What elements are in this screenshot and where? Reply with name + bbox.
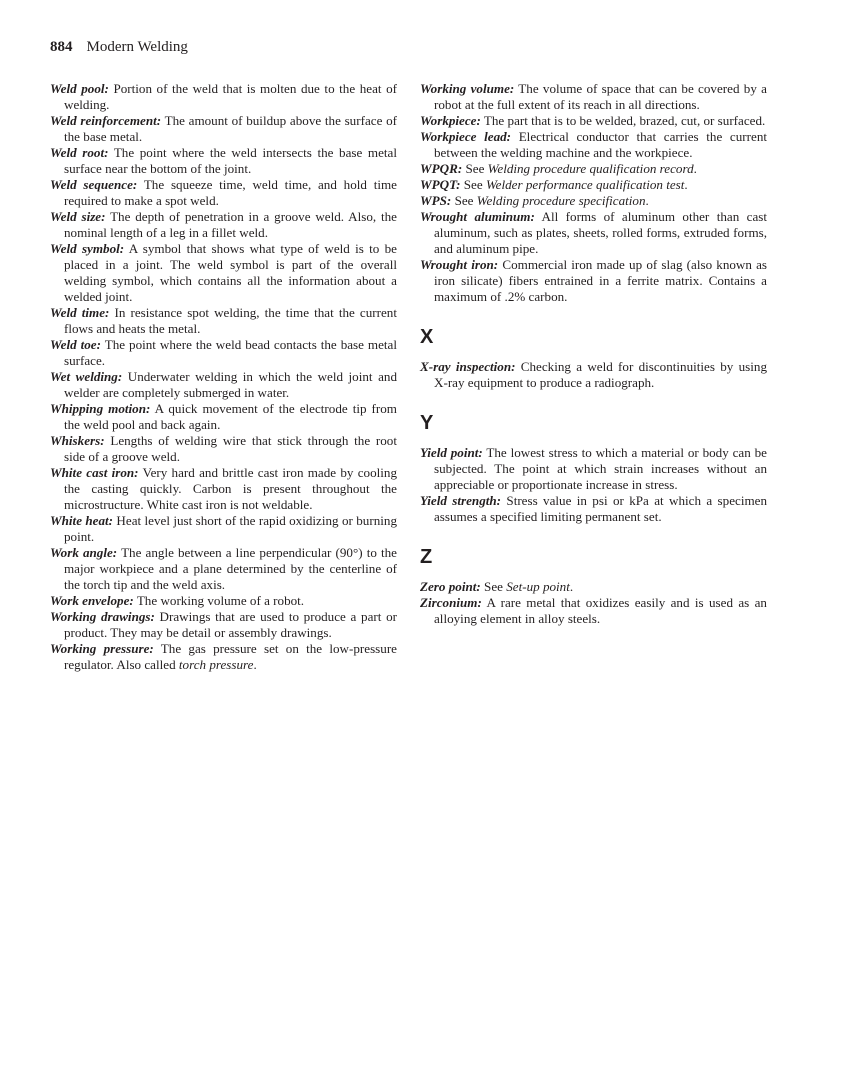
glossary-term: Whipping motion: [50,401,151,416]
glossary-definition: In resistance spot welding, the time that the current flows and heats the metal. [64,305,397,336]
glossary-term: Weld size: [50,209,106,224]
glossary-entry [420,81,767,113]
glossary-definition: Heat level just short of the rapid oxidizing or burning point. [64,513,397,544]
glossary-definition: A rare metal that oxidizes easily and is used as an alloying element in alloy steels. [434,595,767,626]
cross-reference: Welding procedure specification [476,193,646,208]
glossary-term: Wet welding: [50,369,123,384]
glossary-term: Weld reinforcement: [50,113,162,128]
glossary-term: Weld pool: [50,81,109,96]
glossary-column-left [50,81,397,673]
glossary-term: Zero point: [420,579,481,594]
glossary-definition: The working volume of a robot. [136,593,305,608]
glossary-entry [50,177,397,209]
glossary-term: Weld time: [50,305,110,320]
section-letter: Y [420,412,434,434]
glossary-definition: Lengths of welding wire that stick through the root side of a groove weld. [64,433,397,464]
glossary-definition: The depth of penetration in a groove weld. Also, the nominal length of a leg in a fillet weld. [64,209,397,240]
book-title: Modern Welding [86,39,188,55]
glossary-term: Weld toe: [50,337,101,352]
glossary-term: Wrought aluminum: [420,209,535,224]
glossary-definition: A quick movement of the electrode tip from the weld pool and back again. [64,401,397,432]
glossary-entry [50,609,397,641]
glossary-entry [50,305,397,337]
glossary-definition: Electrical conductor that carries the current between the welding machine and the workpiece. [434,129,768,160]
glossary-definition: Checking a weld for discontinuities by using X-ray equipment to produce a radiograph. [434,359,767,390]
glossary-entry [50,369,397,401]
glossary-entry [420,579,767,595]
glossary-entry [420,177,767,193]
glossary-term: Working volume: [420,81,515,96]
definition-end: . [693,161,697,176]
glossary-term: Weld symbol: [50,241,125,256]
glossary-term: WPS: [420,193,452,208]
glossary-entry [50,593,397,609]
glossary-entry [50,513,397,545]
glossary-term: White cast iron: [50,465,139,480]
glossary-entry [50,641,397,673]
glossary-entry [420,209,767,257]
glossary-definition: All forms of aluminum other than cast aluminum, such as plates, sheets, rolled forms, extruded forms, and aluminum pipe. [434,209,767,256]
glossary-definition: See [454,193,477,208]
glossary-term: Working drawings: [50,609,155,624]
glossary-definition: The angle between a line perpendicular (90°) to the major workpiece and a plane determined by the centerline of the torch tip and the weld axis. [64,545,397,592]
glossary-definition: The squeeze time, weld time, and hold time required to make a spot weld. [64,177,397,208]
glossary-entry [50,401,397,433]
glossary-definition: See [465,161,488,176]
glossary-entry [50,465,397,513]
glossary-term: Workpiece lead: [420,129,512,144]
glossary-term: Weld sequence: [50,177,138,192]
glossary-definition: The volume of space that can be covered by a robot at the full extent of its reach in all directions. [434,81,767,112]
cross-reference: torch pressure [178,657,254,672]
glossary-definition: The part that is to be welded, brazed, cut, or surfaced. [483,113,766,128]
glossary-definition: The amount of buildup above the surface of the base metal. [64,113,397,144]
cross-reference: Welding procedure qualification record [487,161,694,176]
glossary-entry [50,209,397,241]
page-number: 884 [50,39,73,55]
glossary-entry [50,337,397,369]
definition-end: . [569,579,574,594]
glossary-definition: The lowest stress to which a material or body can be subjected. The point at which strain increases without an appreciable or proportionate increase in stress. [434,445,767,492]
glossary-entry [50,81,397,113]
cross-reference: Set-up point [506,579,570,594]
glossary-term: Working pressure: [50,641,154,656]
glossary-definition: The gas pressure set on the low-pressure regulator. Also called [64,641,397,672]
glossary-term: WPQT: [420,177,461,192]
glossary-term: Work angle: [50,545,118,560]
glossary-entry [420,595,767,627]
glossary-definition: Drawings that are used to produce a part or product. They may be detail or assembly drawings. [64,609,397,640]
glossary-term: WPQR: [420,161,463,176]
glossary-term: Wrought iron: [420,257,499,272]
glossary-entry [420,161,767,177]
running-header [50,39,188,56]
glossary-entry [420,445,767,493]
glossary-term: Workpiece: [420,113,481,128]
glossary-definition: Underwater welding in which the weld joint and welder are completely submerged in water. [64,369,397,400]
glossary-entry [50,433,397,465]
section-letter: X [420,326,434,348]
glossary-term: Work envelope: [50,593,134,608]
glossary-term: White heat: [50,513,114,528]
glossary-column-right [420,81,767,627]
definition-end: . [645,193,649,208]
glossary-definition: The point where the weld bead contacts the base metal surface. [64,337,397,368]
section-letter: Z [420,546,433,568]
glossary-definition: Very hard and brittle cast iron made by cooling the casting quickly. Carbon is present throughout the microstructure. White cast iron is not weldable. [64,465,397,512]
glossary-entry [50,113,397,145]
glossary-term: X-ray inspection: [420,359,516,374]
glossary-term: Yield point: [420,445,483,460]
glossary-term: Whiskers: [50,433,105,448]
glossary-entry [50,241,397,305]
definition-end: . [253,657,257,672]
definition-end: . [684,177,688,192]
glossary-entry [420,129,767,161]
glossary-entry [420,193,767,209]
glossary-term: Yield strength: [420,493,502,508]
glossary-definition: Stress value in psi or kPa at which a specimen assumes a specified limiting permanent set. [434,493,768,524]
glossary-definition: Portion of the weld that is molten due to the heat of welding. [64,81,397,112]
glossary-entry [420,493,767,525]
cross-reference: Welder performance qualification test [485,177,685,192]
glossary-entry [50,545,397,593]
glossary-definition: Commercial iron made up of slag (also known as iron silicate) fibers entrained in a ferrite matrix. Contains a maximum of .2% carbon. [434,257,768,304]
glossary-term: Zirconium: [420,595,482,610]
glossary-definition: See [484,579,507,594]
glossary-definition: A symbol that shows what type of weld is to be placed in a joint. The weld symbol is part of the overall welding symbol, which contains all the information about a welded joint. [64,241,397,304]
glossary-entry [420,257,767,305]
glossary-definition: The point where the weld intersects the base metal surface near the bottom of the joint. [64,145,397,176]
glossary-entry [420,359,767,391]
glossary-definition: See [463,177,486,192]
glossary-entry [50,145,397,177]
glossary-entry [420,113,767,129]
glossary-term: Weld root: [50,145,109,160]
